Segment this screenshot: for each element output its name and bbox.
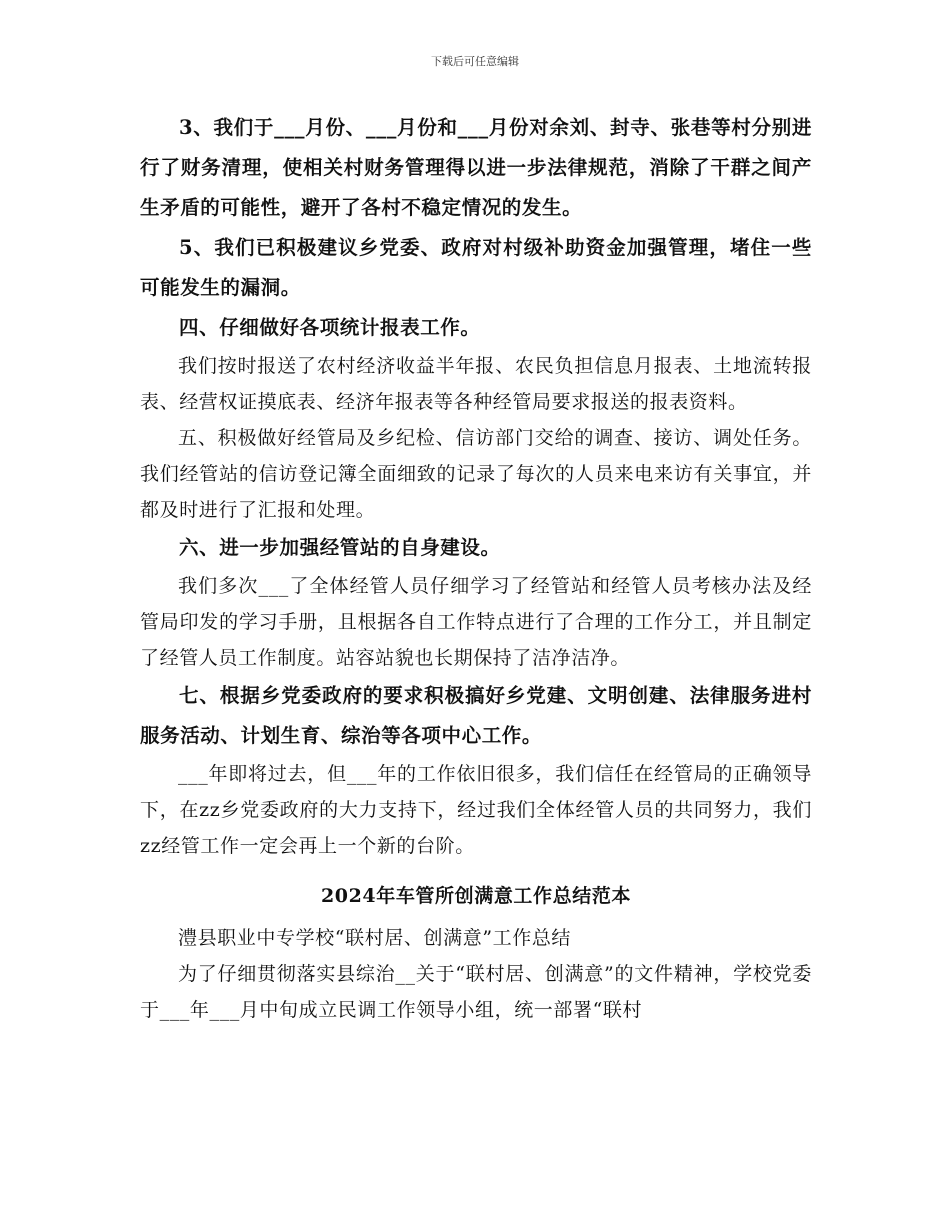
document-body <box>140 108 812 1028</box>
paragraph-4: 我们按时报送了农村经济收益半年报、农民负担信息月报表、土地流转报表、经营权证摸底表、经济年报表等各种经管局要求报送的报表资料。 <box>140 355 812 413</box>
heading-section-6: 六、进一步加强经管站的自身建设。 <box>179 536 501 559</box>
section-paragraph-1: 澧县职业中专学校“联村居、创满意”工作总结 <box>178 927 572 949</box>
paragraph-9: ___年即将过去，但___年的工作依旧很多，我们信任在经管局的正确领导下，在zz乡党委政府的大力支持下，经过我们全体经管人员的共同努力，我们zz经管工作一定会再上一个新的台阶。 <box>140 763 812 857</box>
paragraph-7: 我们多次___了全体经管人员仔细学习了经管站和经管人员考核办法及经管局印发的学习手册，且根据各自工作特点进行了合理的工作分工，并且制定了经管人员工作制度。站容站貌也长期保持了洁净洁净。 <box>140 575 812 669</box>
paragraph-5: 五、积极做好经管局及乡纪检、信访部门交给的调查、接访、调处任务。我们经管站的信访登记簿全面细致的记录了每次的人员来电来访有关事宜，并都及时进行了汇报和处理。 <box>140 427 812 521</box>
section-title: 2024年车管所创满意工作总结范本 <box>320 885 632 907</box>
heading-section-7: 七、根据乡党委政府的要求积极搞好乡党建、文明创建、法律服务进村服务活动、计划生育、综治等各项中心工作。 <box>140 684 812 747</box>
heading-section-4: 四、仔细做好各项统计报表工作。 <box>179 316 481 339</box>
paragraph-1: 3、我们于___月份、___月份和___月份对余刘、封寺、张巷等村分别进行了财务清理，使相关村财务管理得以进一步法律规范，消除了干群之间产生矛盾的可能性，避开了各村不稳定情况的发生。 <box>140 116 812 219</box>
section-paragraph-2: 为了仔细贯彻落实县综治__关于“联村居、创满意”的文件精神，学校党委于___年___月中旬成立民调工作领导小组，统一部署“联村 <box>140 963 812 1021</box>
paragraph-2: 5、我们已积极建议乡党委、政府对村级补助资金加强管理，堵住一些可能发生的漏洞。 <box>140 236 812 299</box>
page-header: 下载后可任意编辑 <box>431 55 519 68</box>
